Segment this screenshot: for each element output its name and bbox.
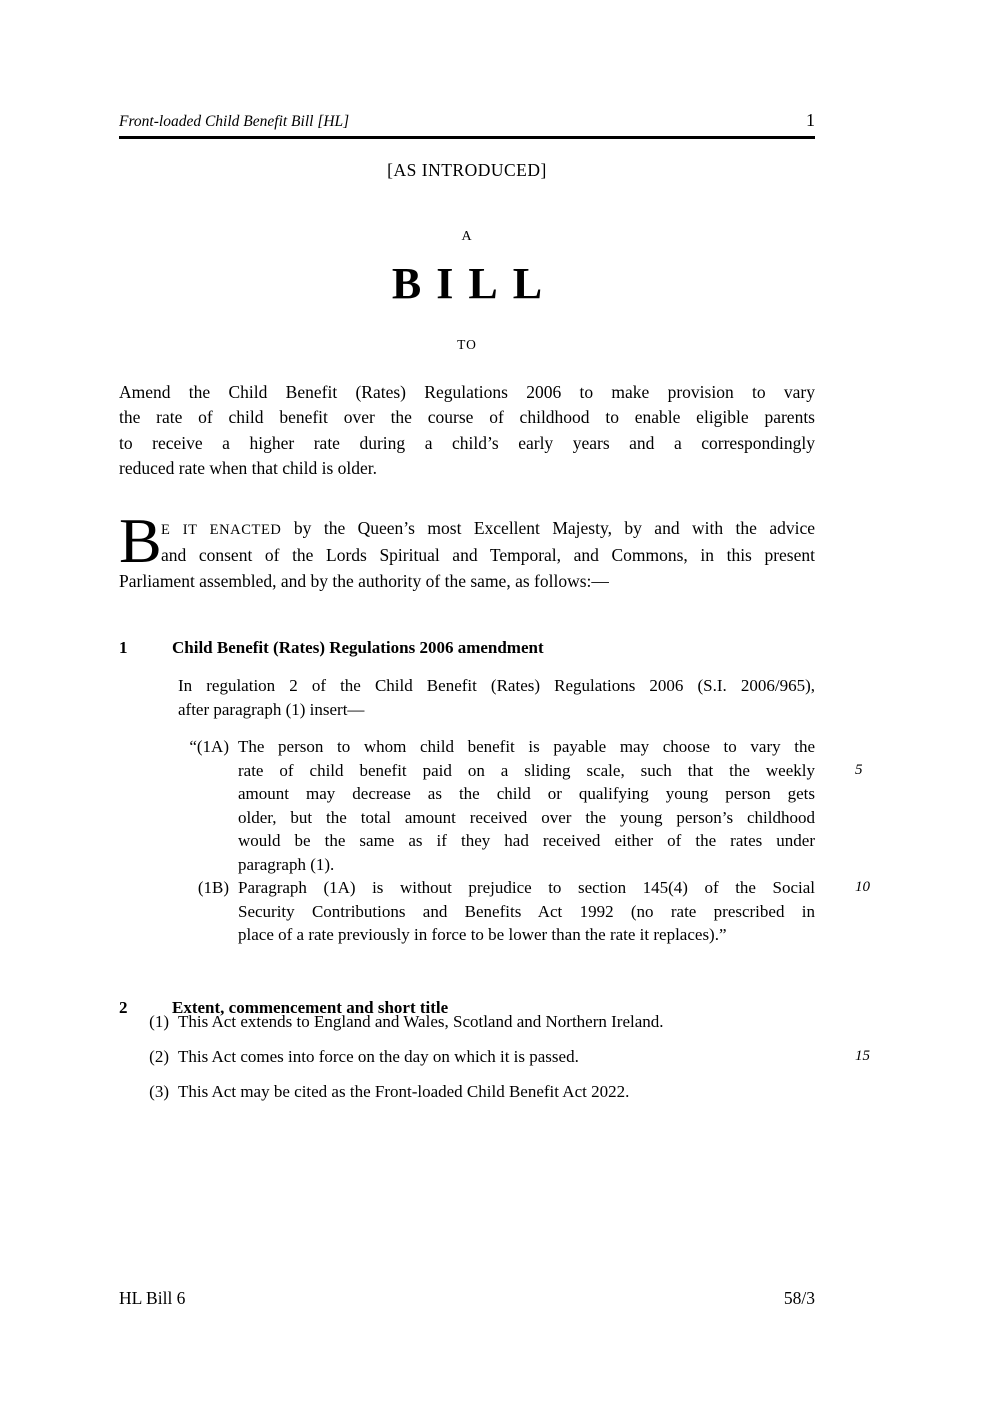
paragraph-line — [238, 829, 815, 853]
page-footer — [119, 1288, 815, 1309]
paragraph-line-text: place of a rate previously in force to be lower than the rate it replaces).” — [238, 925, 727, 944]
subsection-text: This Act may be cited as the Front-loaded Child Benefit Act 2022. — [178, 1082, 630, 1101]
header-rule — [119, 136, 815, 139]
paragraph-line-text: amount may decrease as the child or qualifying young person gets — [238, 784, 815, 803]
enacting-formula — [119, 505, 815, 594]
section-number: 1 — [119, 638, 128, 657]
section-body-line: after paragraph (1) insert— — [178, 699, 365, 719]
paragraph-line-text: The person to whom child benefit is payable may choose to vary the — [238, 737, 815, 756]
footer-session-number: 58/3 — [783, 1288, 815, 1308]
subsection-label: (1) — [149, 1012, 169, 1031]
paragraph-line-text: rate of child benefit paid on a sliding scale, such that the weekly — [238, 760, 815, 780]
enacting-line: Parliament assembled, and by the authority of the same, as follows:— — [119, 570, 609, 591]
long-title-line: reduced rate when that child is older. — [119, 457, 378, 478]
section-heading-text: Extent, commencement and short title — [172, 997, 449, 1017]
long-title-line: the rate of child benefit over the course of childhood to enable eligible parents — [119, 407, 815, 428]
subsection-label: (3) — [149, 1082, 169, 1101]
footer-bill-number: HL Bill 6 — [119, 1288, 186, 1308]
subsection-label: (2) — [149, 1047, 169, 1066]
paragraph-line-text: would be the same as if they had received either of the rates under — [238, 831, 815, 850]
subsection-1 — [119, 1010, 815, 1034]
paragraph-line — [238, 806, 815, 830]
paragraph-label: (1B) — [197, 878, 229, 897]
long-title — [119, 380, 815, 481]
paragraph-line-text: older, but the total amount received over the young person’s childhood — [238, 807, 815, 827]
quoted-paragraph-1A — [119, 735, 863, 876]
enacting-smallcaps: E IT ENACTED — [161, 522, 282, 538]
section-1-body — [119, 674, 815, 721]
subsection-text: This Act extends to England and Wales, Scotland and Northern Ireland. — [178, 1012, 664, 1031]
section-body-line: In regulation 2 of the Child Benefit (Rates) Regulations 2006 (S.I. 2006/965), — [178, 676, 815, 695]
bill-word: BILL — [391, 259, 558, 308]
paragraph-label: “(1A) — [189, 737, 229, 756]
paragraph-line — [238, 876, 870, 900]
section-number: 2 — [119, 997, 128, 1017]
section-1-heading — [119, 636, 815, 660]
enacting-line: and consent of the Lords Spiritual and Temporal, and Commons, in this present — [161, 545, 815, 566]
enacting-line — [119, 516, 815, 543]
paragraph-line — [238, 759, 863, 783]
dropcap-letter: B — [119, 505, 162, 576]
long-title-line: Amend the Child Benefit (Rates) Regulations 2006 to make provision to vary — [119, 382, 815, 402]
paragraph-line-text: Paragraph (1A) is without prejudice to section 145(4) of the Social — [238, 878, 815, 897]
enacting-line-text: by the Queen’s most Excellent Majesty, by and with the advice — [281, 518, 815, 538]
paragraph-line — [238, 853, 815, 877]
margin-line-number-15: 15 — [855, 1048, 870, 1064]
page-number: 1 — [806, 110, 815, 130]
status-banner: [AS INTRODUCED] — [387, 160, 547, 180]
margin-line-number-5: 5 — [855, 761, 863, 778]
margin-line-number-10: 10 — [855, 879, 870, 895]
paragraph-line — [238, 735, 815, 759]
paragraph-line — [238, 923, 815, 947]
page-header — [119, 110, 815, 131]
long-title-line: to receive a higher rate during a child’s early years and a correspondingly — [119, 432, 815, 453]
paragraph-line-text: Security Contributions and Benefits Act 1992 (no rate prescribed in — [238, 901, 815, 921]
paragraph-line-text: paragraph (1). — [238, 854, 335, 874]
masthead-article: A — [461, 229, 473, 244]
quoted-paragraph-1B — [119, 876, 870, 947]
subsection-3 — [119, 1080, 815, 1104]
masthead-bill-title — [119, 258, 815, 309]
subsection-2 — [119, 1045, 870, 1069]
paragraph-line — [238, 900, 815, 924]
section-heading-text: Child Benefit (Rates) Regulations 2006 amendment — [172, 638, 544, 657]
running-header-title: Front-loaded Child Benefit Bill [HL] — [119, 113, 350, 130]
masthead-to: TO — [457, 337, 477, 352]
paragraph-line — [238, 782, 815, 806]
subsection-text: This Act comes into force on the day on which it is passed. — [178, 1047, 579, 1066]
